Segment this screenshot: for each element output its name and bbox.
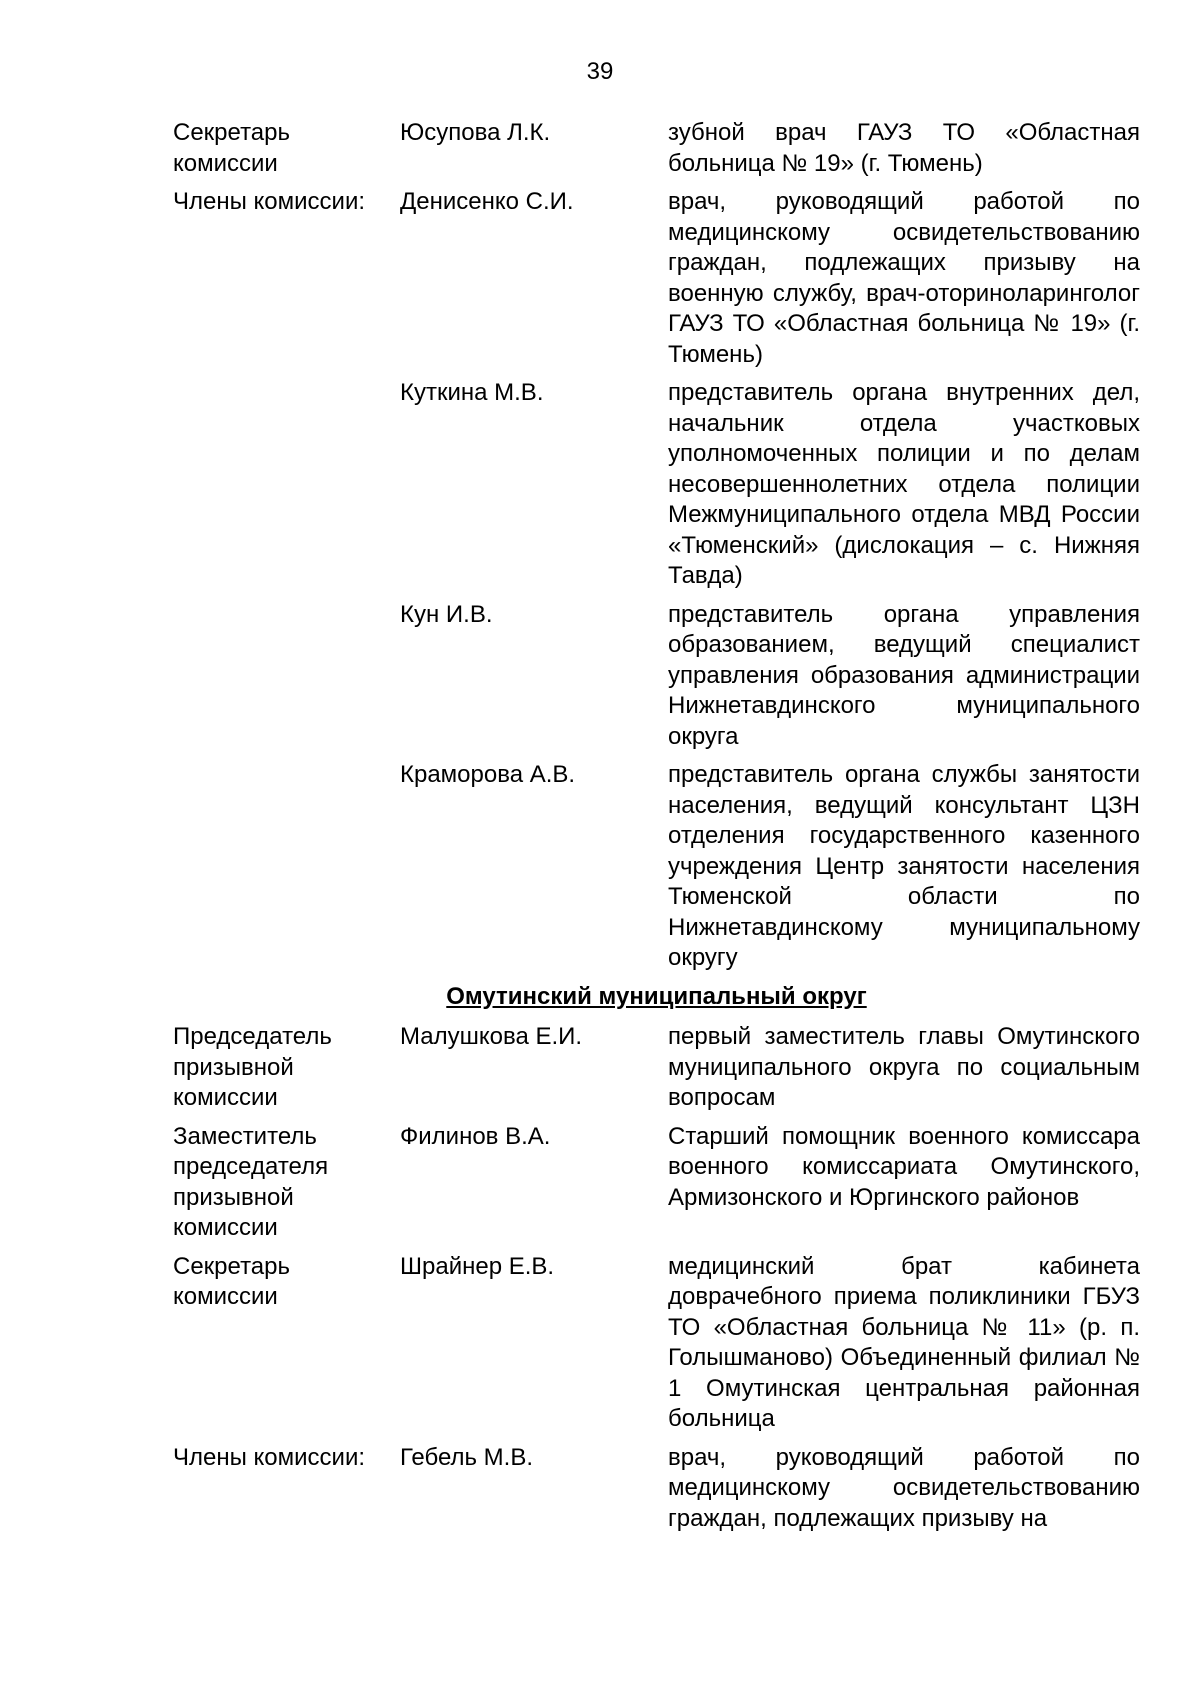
member-row [173, 118, 1140, 179]
member-description: врач, руководящий работой по медицинскому освидетельствованию граждан, подлежащих призыву на [668, 1443, 1140, 1532]
member-name: Кун И.В. [400, 600, 493, 628]
member-role: Председатель призывной комиссии [173, 1023, 332, 1111]
member-row [173, 1443, 1140, 1535]
member-role: Члены комиссии: [173, 188, 366, 215]
section-heading: Омутинский муниципальный округ [446, 982, 867, 1010]
member-row [173, 760, 1140, 974]
member-description: врач, руководящий работой по медицинскому освидетельствованию граждан, подлежащих призыву на военную службу, врач-оториноларинголог ГАУЗ ТО «Областная больница № 19» (г. Тюмень) [668, 188, 1140, 368]
member-name: Малушкова Е.И. [400, 1023, 583, 1050]
member-row [173, 187, 1140, 370]
commission-list [173, 118, 1140, 1542]
member-description: представитель органа службы занятости населения, ведущий консультант ЦЗН отделения государственного казенного учреждения Центр занятости населения Тюменской области по Нижнетавдинскому муниципальному округу [668, 761, 1140, 971]
member-description: первый заместитель главы Омутинского муниципального округа по социальным вопросам [668, 1023, 1140, 1111]
member-name: Шрайнер Е.В. [400, 1252, 555, 1280]
section-2 [173, 1022, 1140, 1534]
member-name: Денисенко С.И. [400, 188, 574, 215]
member-role: Секретарь комиссии [173, 1252, 290, 1310]
page-number: 39 [586, 58, 614, 85]
section-1 [173, 118, 1140, 974]
member-name: Краморова А.В. [400, 761, 576, 788]
member-name: Филинов В.А. [400, 1122, 551, 1150]
member-name: Куткина М.В. [400, 379, 544, 406]
member-description: представитель органа управления образованием, ведущий специалист управления образования администрации Нижнетавдинского муниципального округа [668, 600, 1140, 750]
member-description: представитель органа внутренних дел, начальник отдела участковых уполномоченных полиции и по делам несовершеннолетних отдела полиции Межмуниципального отдела МВД России «Тюменский» (дислокация – с. Нижняя Тавда) [668, 379, 1140, 589]
member-role [173, 378, 400, 592]
member-description: зубной врач ГАУЗ ТО «Областная больница № 19» (г. Тюмень) [668, 119, 1140, 177]
member-description: медицинский брат кабинета доврачебного приема поликлиники ГБУЗ ТО «Областная больница № 11» (р. п. Голышманово) Объединенный филиал № 1 Омутинская центральная районная больница [668, 1252, 1140, 1432]
member-row [173, 600, 1140, 753]
member-row [173, 1252, 1140, 1435]
member-row [173, 1122, 1140, 1244]
member-role: Секретарь комиссии [173, 119, 290, 177]
member-role: Заместитель председателя призывной комиссии [173, 1122, 329, 1241]
member-row [173, 1022, 1140, 1114]
member-role [173, 600, 400, 753]
member-row [173, 378, 1140, 592]
member-role [173, 760, 400, 974]
member-role: Члены комиссии: [173, 1443, 366, 1471]
member-name: Юсупова Л.К. [400, 119, 551, 146]
member-description: Старший помощник военного комиссара военного комиссариата Омутинского, Армизонского и Юргинского районов [668, 1122, 1140, 1211]
member-name: Гебель М.В. [400, 1443, 534, 1471]
